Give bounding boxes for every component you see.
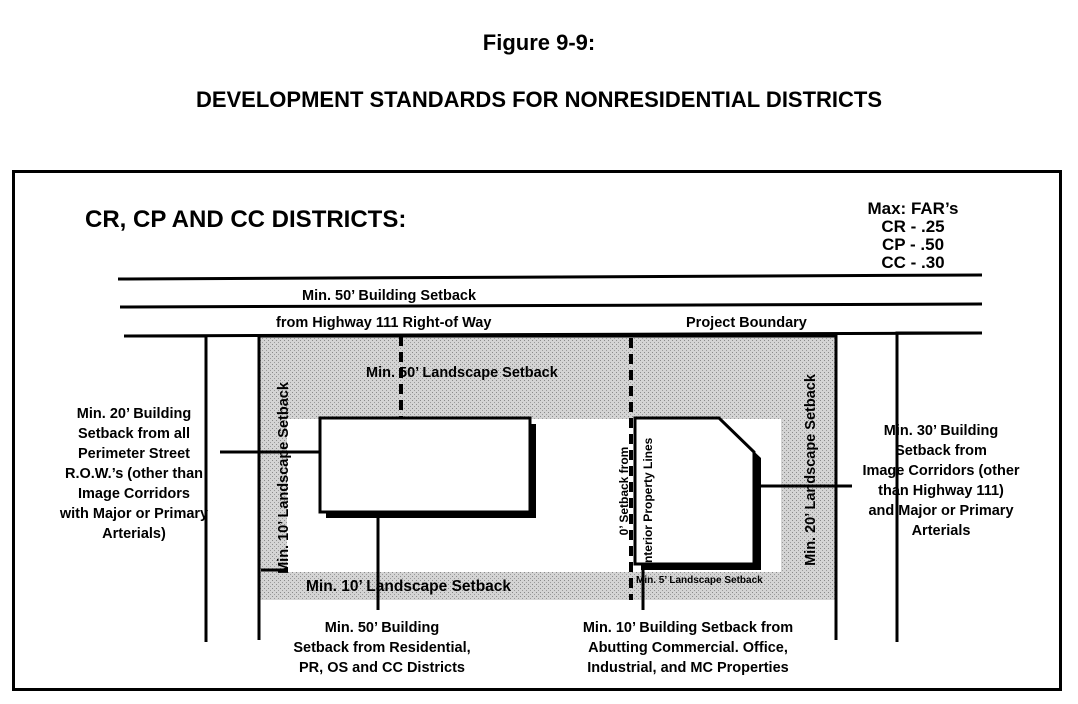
note-line: Min. 20’ Building	[76, 406, 192, 422]
far-heading: Max: FAR’s	[867, 199, 959, 218]
highway-setback-label-2: from Highway 111 Right-of Way	[276, 315, 492, 331]
district-heading: CR, CP AND CC DISTRICTS:	[85, 206, 407, 233]
landscape-10-left-label: Min. 10’ Landscape Setback	[276, 382, 292, 574]
note-line: Setback from all	[77, 426, 190, 442]
landscape-5-label: Min. 5’ Landscape Setback	[636, 575, 763, 586]
far-row: CP - .50	[881, 235, 945, 254]
note-line: Min. 50’ Building	[324, 620, 440, 636]
far-row: CR - .25	[881, 217, 945, 236]
note-line: with Major or Primary	[59, 506, 209, 522]
note-line: Arterials)	[102, 526, 166, 542]
highway-line-middle	[120, 304, 982, 307]
note-line: Min. 10’ Building Setback from	[582, 620, 794, 636]
figure-subtitle: DEVELOPMENT STANDARDS FOR NONRESIDENTIAL DISTRICTS	[195, 87, 883, 112]
far-box	[848, 200, 978, 272]
interior-setback-label-a: 0’ Setback from	[617, 446, 631, 536]
project-boundary-label: Project Boundary	[686, 315, 807, 331]
bottom-left-note	[262, 618, 502, 678]
note-line: than Highway 111)	[878, 483, 1004, 499]
left-setback-note	[28, 404, 240, 544]
landscape-50-label: Min. 50’ Landscape Setback	[366, 365, 558, 381]
figure-title: Figure 9-9:	[482, 30, 596, 55]
note-line: Image Corridors	[78, 486, 190, 502]
note-line: and Major or Primary	[868, 503, 1014, 519]
note-line: Setback from	[895, 443, 987, 459]
note-line: Image Corridors (other	[862, 463, 1020, 479]
right-setback-note	[836, 421, 1046, 541]
note-line: Arterials	[911, 523, 971, 539]
note-line: PR, OS and CC Districts	[299, 660, 465, 676]
landscape-20-right-label: Min. 20’ Landscape Setback	[803, 374, 819, 566]
bottom-right-note	[548, 618, 828, 678]
landscape-10-bottom-label: Min. 10’ Landscape Setback	[306, 578, 512, 595]
note-line: Abutting Commercial. Office,	[588, 640, 788, 656]
note-line: Setback from Residential,	[293, 640, 471, 656]
note-line: R.O.W.’s (other than	[64, 466, 204, 482]
highway-line-top	[118, 275, 982, 279]
interior-setback-label-b: Interior Property Lines	[641, 437, 655, 567]
building-left	[320, 418, 530, 512]
note-line: Perimeter Street	[77, 446, 191, 462]
highway-setback-label: Min. 50’ Building Setback	[302, 288, 477, 304]
note-line: Industrial, and MC Properties	[587, 660, 789, 676]
far-row: CC - .30	[881, 253, 945, 272]
note-line: Min. 30’ Building	[883, 423, 999, 439]
